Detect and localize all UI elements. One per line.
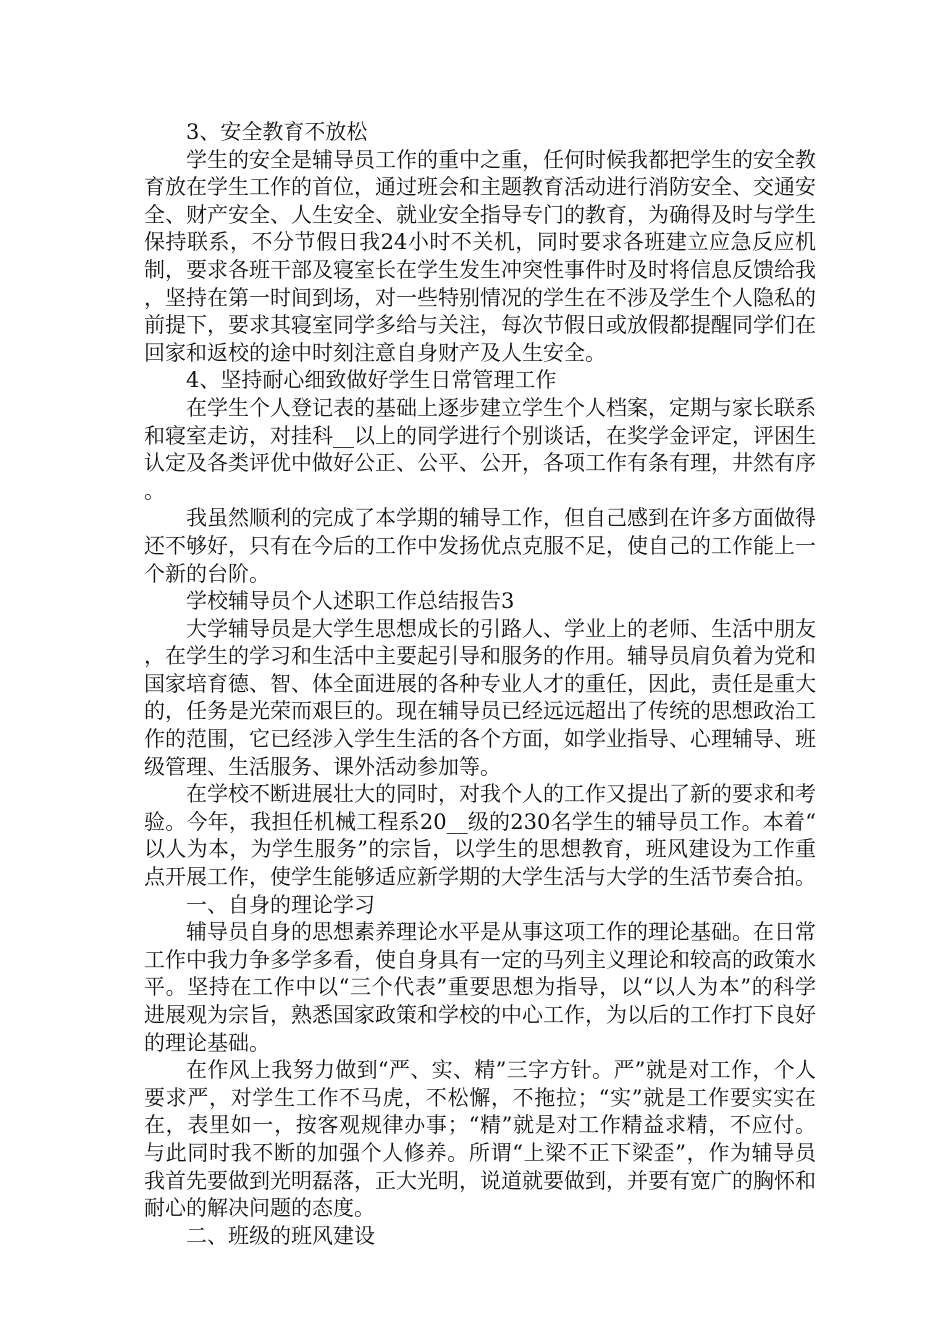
document-body	[144, 119, 816, 1250]
section-heading-daily-management: 4、坚持耐心细致做好学生日常管理工作	[186, 368, 557, 393]
report-title-3: 学校辅导员个人述职工作总结报告3	[186, 589, 515, 614]
paragraph-theory-foundation: 辅导员自身的思想素养理论水平是从事这项工作的理论基础。在日常工作中我力争多学多看，使自身具有一定的马列主义理论和较高的政策水平。坚持在工作中以“三个代表”重要思想为指导，以“以人为本”的科学进展观为宗旨，熟悉国家政策和学校的中心工作，为以后的工作打下良好的理论基础。	[144, 920, 816, 1055]
section-heading-class-style: 二、班级的班风建设	[186, 1223, 375, 1248]
paragraph-this-year-work: 在学校不断进展壮大的同时，对我个人的工作又提出了新的要求和考验。今年，我担任机械工程系20__级的230名学生的辅导员工作。本着“以人为本，为学生服务”的宗旨，以学生的思想教育，班风建设为工作重点开展工作，使学生能够适应新学期的大学生活与大学的生活节奏合拍。	[144, 782, 816, 890]
paragraph-student-records: 在学生个人登记表的基础上逐步建立学生个人档案，定期与家长联系和寝室走访，对挂科__以上的同学进行个别谈话，在奖学金评定，评困生认定及各类评优中做好公正、公平、公开，各项工作有条有理，井然有序。	[144, 395, 816, 503]
paragraph-work-style: 在作风上我努力做到“严、实、精”三字方针。严”就是对工作，个人要求严，对学生工作不马虎，不松懈，不拖拉；“实”就是工作要实实在在，表里如一，按客观规律办事；“精”就是对工作精益求精，不应付。与此同时我不断的加强个人修养。所谓“上梁不正下梁歪”，作为辅导员我首先要做到光明磊落，正大光明，说道就要做到，并要有宽广的胸怀和耐心的解决问题的态度。	[144, 1058, 816, 1221]
paragraph-safety-education: 学生的安全是辅导员工作的重中之重，任何时候我都把学生的安全教育放在学生工作的首位，通过班会和主题教育活动进行消防安全、交通安全、财产安全、人生安全、就业安全指导专门的教育，为确得及时与学生保持联系，不分节假日我24小时不关机，同时要求各班建立应急反应机制，要求各班干部及寝室长在学生发生冲突性事件时及时将信息反馈给我，坚持在第一时间到场，对一些特别情况的学生在不涉及学生个人隐私的前提下，要求其寝室同学多给与关注，每次节假日或放假都提醒同学们在回家和返校的途中时刻注意自身财产及人生安全。	[144, 147, 816, 365]
paragraph-self-reflection: 我虽然顺利的完成了本学期的辅导工作，但自己感到在许多方面做得还不够好，只有在今后的工作中发扬优点克服不足，使自己的工作能上一个新的台阶。	[144, 506, 816, 586]
section-heading-safety-education: 3、安全教育不放松	[186, 120, 368, 144]
paragraph-counselor-role: 大学辅导员是大学生思想成长的引路人、学业上的老师、生活中朋友，在学生的学习和生活中主要起引导和服务的作用。辅导员肩负着为党和国家培育德、智、体全面进展的各种专业人才的重任，因此，责任是重大的，任务是光荣而艰巨的。现在辅导员已经远远超出了传统的思想政治工作的范围，它已经涉入学生生活的各个方面，如学业指导、心理辅导、班级管理、生活服务、课外活动参加等。	[144, 616, 816, 779]
section-heading-theory-study: 一、自身的理论学习	[186, 892, 375, 917]
